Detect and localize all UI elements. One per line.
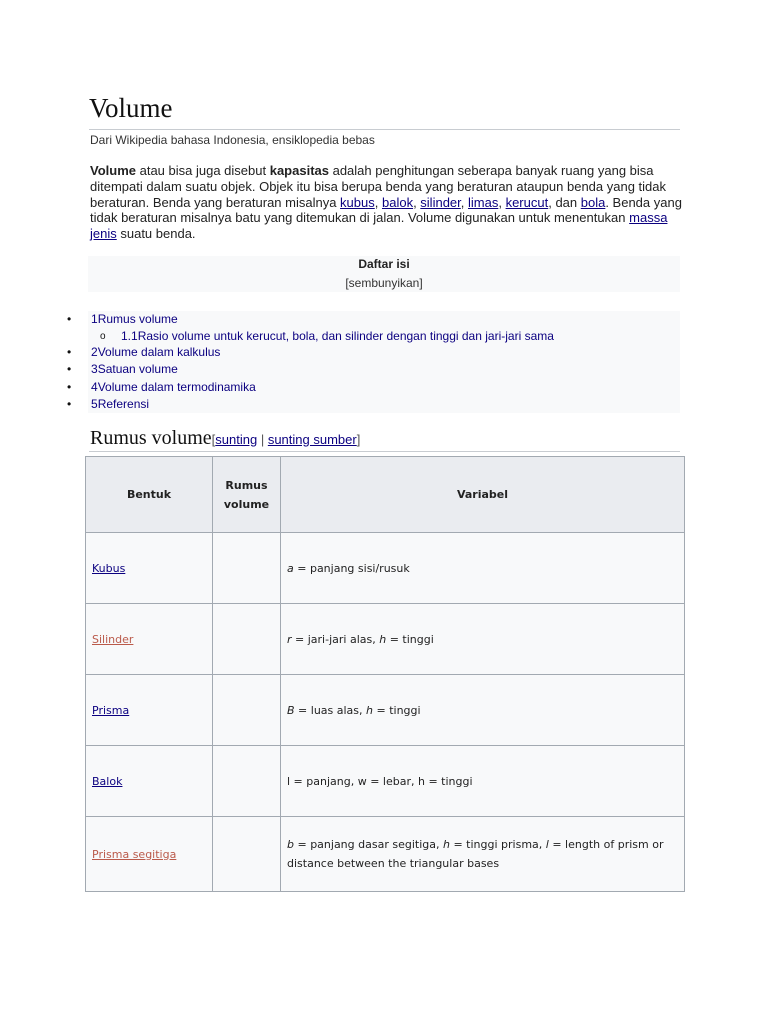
toc-item-referensi[interactable]: 5Referensi (91, 397, 150, 411)
separator: , (374, 194, 382, 210)
edit-source-link[interactable]: sunting sumber (267, 432, 357, 447)
separator: , dan (548, 194, 581, 210)
toc-title: Daftar isi (358, 257, 410, 271)
header-rumus-volume: Rumus volume (213, 457, 281, 533)
variable-cell (281, 533, 685, 604)
variable-text: = jari-jari alas, (291, 632, 380, 646)
intro-text-3: . Benda yang tidak beraturan misalnya batu yang ditemukan di jalan. Volume digunakan untuk menentukan (90, 194, 682, 226)
table-row (86, 675, 685, 746)
variable-text: = tinggi (373, 703, 421, 717)
variable-cell (281, 746, 685, 817)
link-silinder[interactable]: silinder (420, 194, 461, 210)
variable-text: = panjang dasar segitiga, (293, 838, 443, 851)
toc-item-rasio-volume[interactable]: 1.1Rasio volume untuk kerucut, bola, dan silinder dengan tinggi dan jari-jari sama (121, 329, 554, 343)
variable-symbol: a (287, 561, 294, 575)
separator: , (413, 194, 421, 210)
variable-text: = tinggi prisma, (449, 838, 546, 851)
toc-item-satuan-volume[interactable]: 3Satuan volume (91, 362, 178, 376)
toc-item-volume-kalkulus[interactable]: 2Volume dalam kalkulus (91, 345, 221, 359)
title-divider (89, 129, 680, 130)
edit-links: [sunting | sunting sumber] (211, 432, 361, 447)
formula-cell (213, 533, 281, 604)
link-shape-kubus[interactable]: Kubus (92, 561, 126, 575)
variable-text: = length of prism or distance between the triangular bases (287, 838, 664, 870)
variable-symbol: l (545, 838, 549, 851)
variable-text: = tinggi (386, 632, 434, 646)
intro-paragraph (90, 163, 682, 242)
bullet-icon: • (67, 312, 72, 326)
term-kapasitas: kapasitas (269, 163, 329, 178)
variable-text: = luas alas, (294, 703, 367, 717)
variable-symbol: r (287, 632, 292, 646)
bullet-icon: • (67, 345, 72, 359)
link-shape-prisma[interactable]: Prisma (92, 703, 130, 717)
table-row (86, 533, 685, 604)
link-shape-balok[interactable]: Balok (92, 774, 123, 788)
variable-symbol: B (287, 703, 295, 717)
toc-hide-toggle[interactable]: [sembunyikan] (345, 276, 423, 290)
table-header-row (86, 457, 685, 533)
variable-symbol: h (442, 838, 450, 851)
toc-item-rumus-volume[interactable]: 1Rumus volume (91, 312, 178, 326)
volume-formula-table (85, 456, 685, 892)
table-row (86, 817, 685, 892)
link-balok[interactable]: balok (381, 194, 414, 210)
term-volume: Volume (90, 163, 136, 178)
bullet-icon: • (67, 380, 72, 394)
separator: , (498, 194, 506, 210)
variable-cell (281, 604, 685, 675)
link-shape-silinder[interactable]: Silinder (92, 632, 134, 646)
shape-cell (86, 746, 213, 817)
bullet-icon: • (67, 362, 72, 376)
link-limas[interactable]: limas (468, 194, 499, 210)
variable-symbol: b (287, 838, 294, 851)
variable-cell (281, 675, 685, 746)
intro-text-1: atau bisa juga disebut (136, 163, 270, 178)
link-shape-prisma-segitiga[interactable]: Prisma segitiga (92, 847, 177, 861)
separator: , (460, 194, 468, 210)
table-row (86, 746, 685, 817)
variable-symbol: h (366, 703, 373, 717)
link-massa-jenis[interactable]: massa jenis (90, 210, 668, 242)
section-title: Rumus volume (90, 427, 212, 449)
header-variabel: Variabel (281, 457, 685, 533)
edit-link[interactable]: sunting (215, 432, 258, 447)
variable-text: l = panjang, w = lebar, h = tinggi (287, 774, 473, 788)
formula-cell (213, 675, 281, 746)
variable-cell (281, 817, 685, 892)
formula-cell (213, 817, 281, 892)
intro-text-2: adalah penghitungan seberapa banyak ruang yang bisa ditempati dalam suatu objek. Objek itu bisa berupa benda yang beraturan ataupun benda yang tidak beraturan. Benda yang beraturan misalnya (90, 163, 667, 210)
shape-cell (86, 604, 213, 675)
shape-cell (86, 817, 213, 892)
page-title: Volume (89, 93, 173, 123)
variable-text: = panjang sisi/rusuk (293, 561, 410, 575)
toc-header (88, 256, 680, 292)
toc-item-termodinamika[interactable]: 4Volume dalam termodinamika (91, 380, 256, 394)
shape-cell (86, 675, 213, 746)
formula-cell (213, 604, 281, 675)
link-bola[interactable]: bola (580, 194, 606, 210)
link-kubus[interactable]: kubus (340, 194, 375, 210)
site-tagline: Dari Wikipedia bahasa Indonesia, ensiklopedia bebas (90, 133, 375, 147)
variable-symbol: h (379, 632, 387, 646)
intro-text-4: suatu benda. (116, 226, 196, 242)
sub-bullet-icon: o (100, 331, 106, 342)
shape-cell (86, 533, 213, 604)
link-kerucut[interactable]: kerucut (505, 194, 549, 210)
section-divider (89, 451, 680, 452)
section-heading-rumus-volume (90, 427, 360, 450)
table-row (86, 604, 685, 675)
bullet-icon: • (67, 397, 72, 411)
formula-cell (213, 746, 281, 817)
header-bentuk: Bentuk (86, 457, 213, 533)
